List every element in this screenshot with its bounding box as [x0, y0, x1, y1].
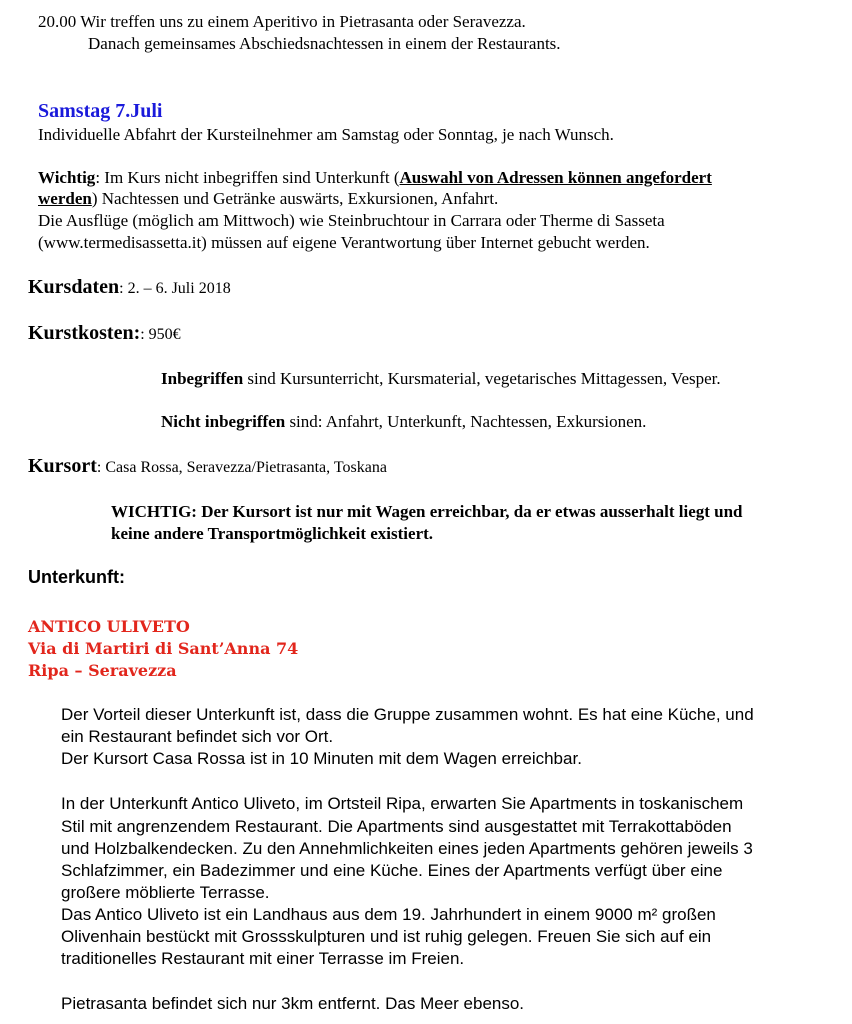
course-costs-value: : 950€ — [140, 326, 181, 343]
para2-line-3: und Holzbalkendecken. Zu den Annehmlichkeiten eines jeden Apartments gehören jeweils 3 — [61, 839, 753, 858]
course-costs-label: Kurstkosten: — [28, 322, 141, 344]
para1-line-2: ein Restaurant befindet sich vor Ort. — [61, 727, 334, 746]
course-costs — [28, 322, 181, 345]
important-text-2: ) Nachtessen und Getränke auswärts, Exkursionen, Anfahrt. — [91, 189, 499, 208]
course-dates — [28, 276, 231, 299]
course-dates-label: Kursdaten — [28, 276, 120, 298]
para2-line-5: großere möblierte Terrasse. — [61, 883, 270, 902]
saturday-heading: Samstag 7.Juli — [38, 100, 163, 122]
evening-line-1: 20.00 Wir treffen uns zu einem Aperitivo in Pietrasanta oder Seravezza. — [38, 12, 526, 31]
included-label: Inbegriffen — [161, 369, 244, 388]
para3-line: Pietrasanta befindet sich nur 3km entfernt. Das Meer ebenso. — [61, 994, 525, 1013]
para1-line-1: Der Vorteil dieser Unterkunft ist, dass die Gruppe zusammen wohnt. Es hat eine Küche, und — [61, 705, 754, 724]
para2-line-8: traditionelles Restaurant mit einer Terrasse im Freien. — [61, 949, 465, 968]
important-line-4: (www.termedisassetta.it) müssen auf eigene Verantwortung über Internet gebucht werden. — [38, 233, 650, 252]
included-text: sind Kursunterricht, Kursmaterial, vegetarisches Mittagessen, Vesper. — [243, 369, 721, 388]
important-line-3: Die Ausflüge (möglich am Mittwoch) wie Steinbruchtour in Carrara oder Therme di Sasseta — [38, 211, 665, 230]
para2-line-4: Schlafzimmer, ein Badezimmer und eine Küche. Eines der Apartments verfügt über eine — [61, 861, 723, 880]
location-warning-line-2: keine andere Transportmöglichkeit existiert. — [111, 524, 434, 543]
important-label: Wichtig — [38, 168, 96, 187]
course-dates-value: : 2. – 6. Juli 2018 — [119, 280, 231, 297]
included-line — [161, 368, 721, 389]
location-warning-line-1: WICHTIG: Der Kursort ist nur mit Wagen erreichbar, da er etwas ausserhalt liegt und — [111, 502, 743, 521]
accommodation-town: Ripa – Seravezza — [28, 661, 177, 680]
para2-line-7: Olivenhain bestückt mit Grossskulpturen und ist ruhig gelegen. Freuen Sie sich auf ein — [61, 927, 712, 946]
not-included-label: Nicht inbegriffen — [161, 412, 286, 431]
para1-line-3: Der Kursort Casa Rossa ist in 10 Minuten mit dem Wagen erreichbar. — [61, 749, 582, 768]
course-location-label: Kursort — [28, 455, 97, 477]
important-line-1 — [38, 167, 712, 188]
important-line-2 — [38, 188, 498, 209]
address-request-link[interactable]: Auswahl von Adressen können angefordert — [399, 168, 712, 187]
course-location — [28, 455, 387, 478]
para2-line-6: Das Antico Uliveto ist ein Landhaus aus dem 19. Jahrhundert in einem 9000 m² großen — [61, 905, 716, 924]
accommodation-heading: Unterkunft: — [28, 567, 125, 587]
not-included-line — [161, 411, 646, 432]
accommodation-street: Via di Martiri di Sant’Anna 74 — [28, 639, 299, 658]
course-location-value: : Casa Rossa, Seravezza/Pietrasanta, Toskana — [96, 459, 387, 476]
important-text-1: : Im Kurs nicht inbegriffen sind Unterkunft ( — [95, 168, 400, 187]
saturday-text: Individuelle Abfahrt der Kursteilnehmer am Samstag oder Sonntag, je nach Wunsch. — [38, 125, 614, 144]
address-request-link-cont[interactable]: werden — [38, 189, 92, 208]
para2-line-1: In der Unterkunft Antico Uliveto, im Ortsteil Ripa, erwarten Sie Apartments in toskanischem — [61, 794, 744, 813]
not-included-text: sind: Anfahrt, Unterkunft, Nachtessen, Exkursionen. — [285, 412, 647, 431]
accommodation-name: ANTICO ULIVETO — [28, 617, 190, 636]
evening-line-2: Danach gemeinsames Abschiedsnachtessen in einem der Restaurants. — [88, 34, 561, 53]
para2-line-2: Stil mit angrenzendem Restaurant. Die Apartments sind ausgestattet mit Terrakottaböden — [61, 817, 732, 836]
